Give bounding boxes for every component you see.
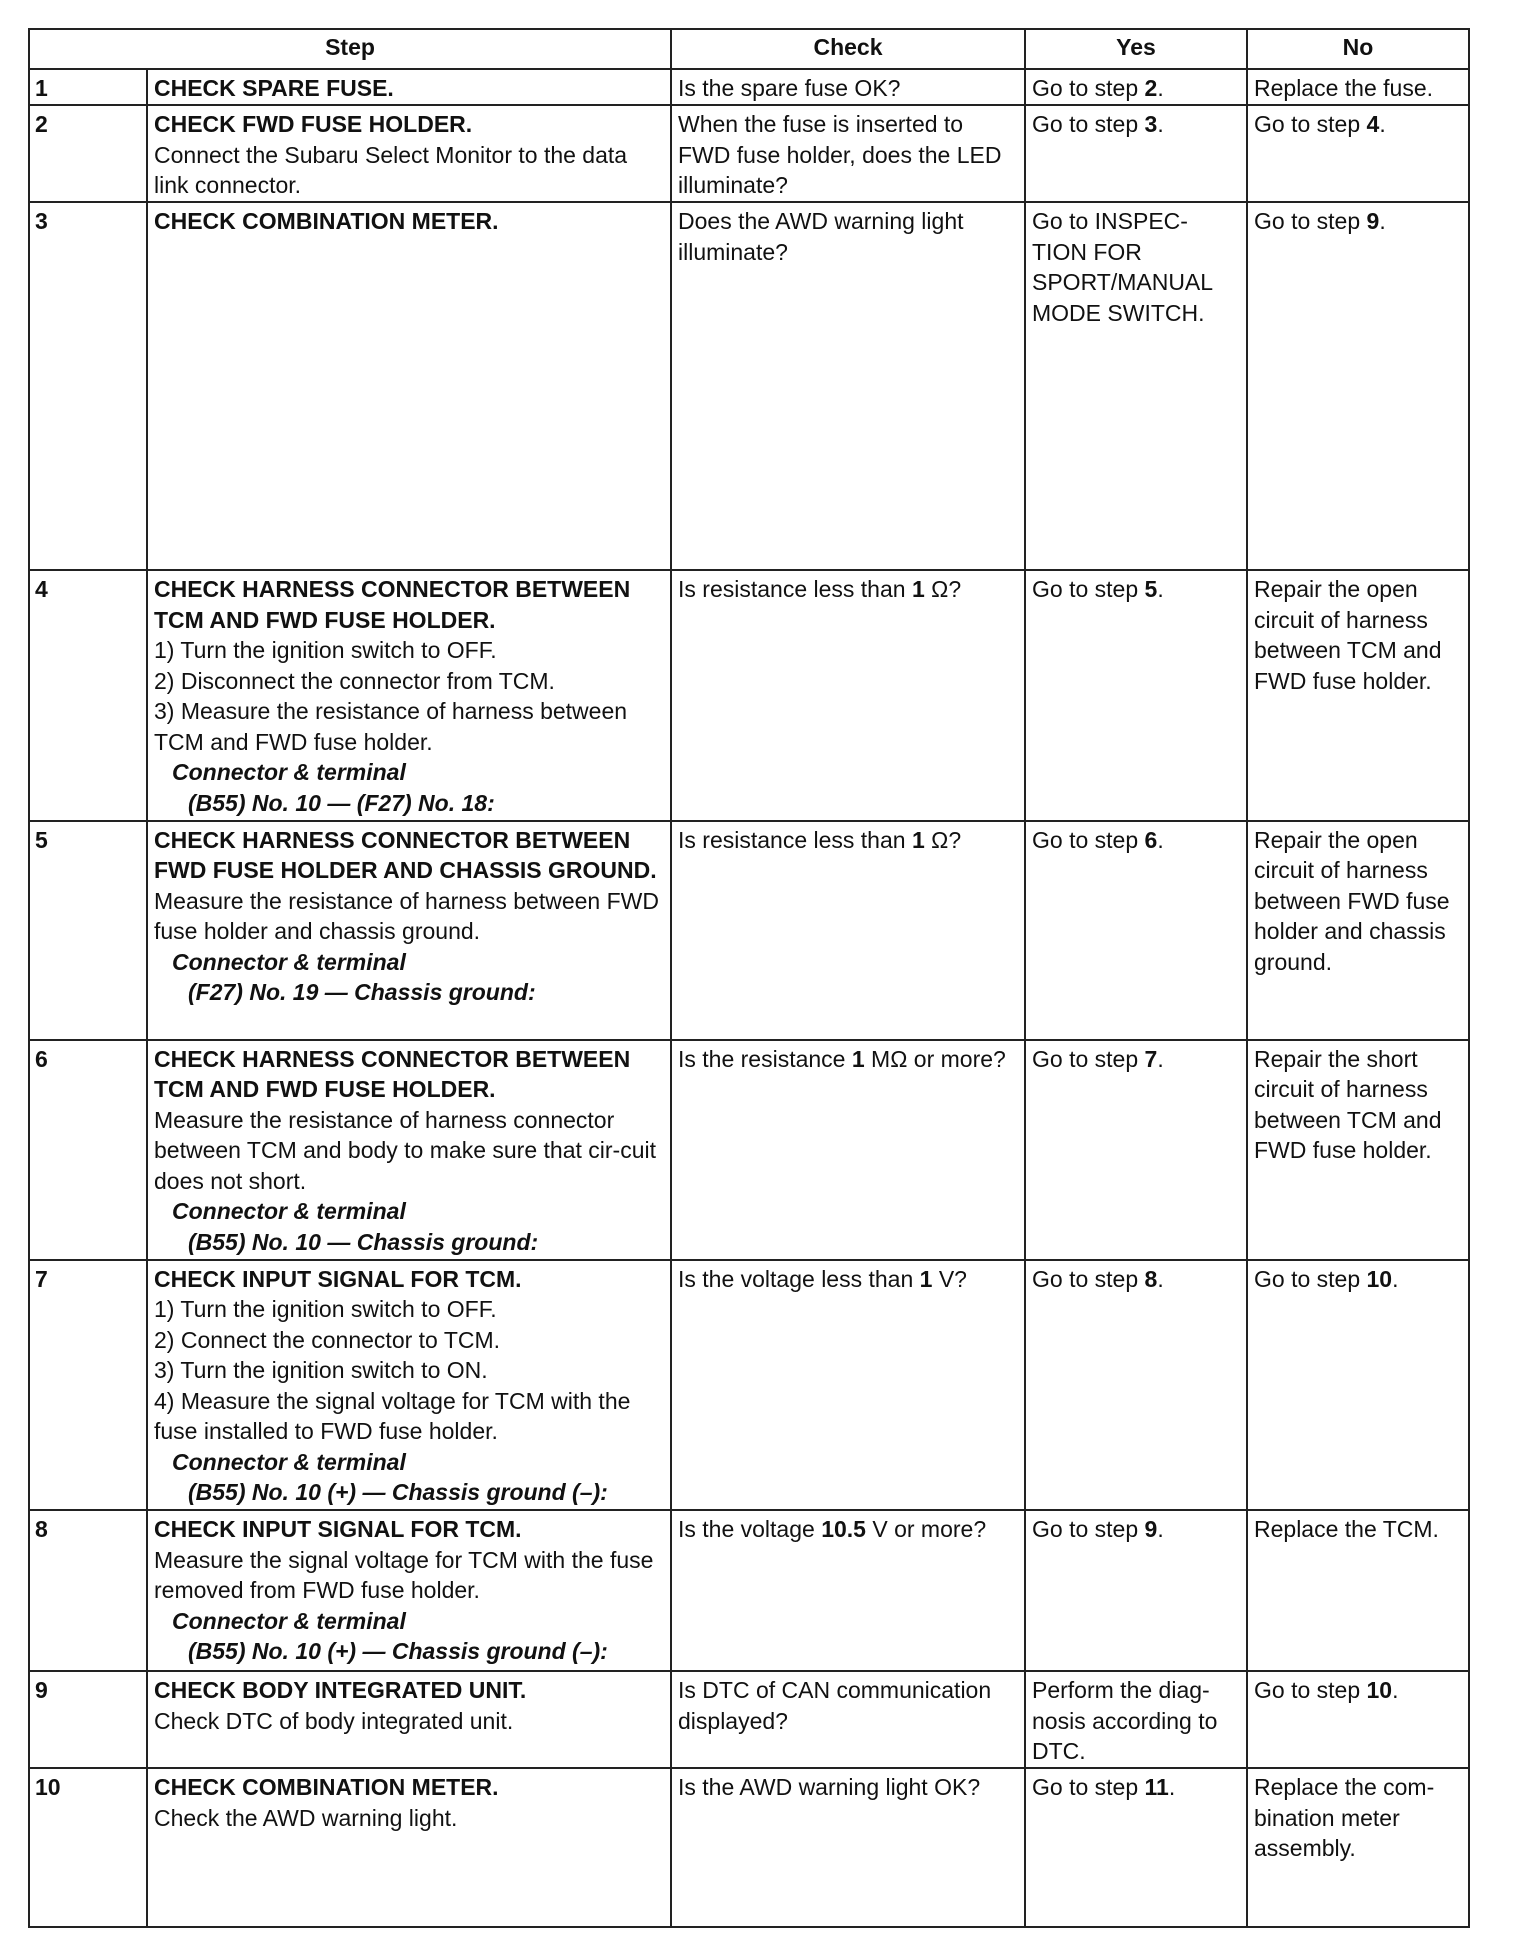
table-row bbox=[29, 1671, 1469, 1768]
check-question-post: V? bbox=[932, 1265, 967, 1292]
no-text: Replace the com-bination meter assembly. bbox=[1254, 1774, 1435, 1862]
step-description: 1) Turn the ignition switch to OFF. 2) Disconnect the connector from TCM. 3) Measure the resistance of harness between TCM and FWD fuse holder. bbox=[154, 637, 628, 755]
check-cell bbox=[671, 69, 1025, 105]
no-text: Go to step bbox=[1254, 1677, 1367, 1704]
check-question: Is DTC of CAN communication displayed? bbox=[678, 1677, 992, 1734]
step-title: CHECK COMBINATION METER. bbox=[154, 208, 499, 235]
step-title: CHECK INPUT SIGNAL FOR TCM. bbox=[154, 1516, 522, 1543]
step-title: CHECK HARNESS CONNECTOR BETWEEN FWD FUSE HOLDER AND CHASSIS GROUND. bbox=[154, 826, 657, 884]
check-question-pre: Is the voltage bbox=[678, 1516, 822, 1543]
check-question-value: 1 bbox=[919, 1265, 933, 1292]
step-cell bbox=[147, 821, 671, 1040]
check-cell bbox=[671, 202, 1025, 570]
yes-text: Go to step bbox=[1032, 826, 1145, 853]
no-text: Repair the short circuit of harness between TCM and FWD fuse holder. bbox=[1254, 1045, 1442, 1164]
step-title: CHECK BODY INTEGRATED UNIT. bbox=[154, 1677, 527, 1704]
step-cell bbox=[147, 570, 671, 820]
step-title: CHECK SPARE FUSE. bbox=[154, 75, 394, 101]
yes-step-number: 11 bbox=[1144, 1774, 1169, 1801]
step-cell bbox=[147, 1260, 671, 1510]
step-number: 5 bbox=[29, 821, 147, 1040]
connector-terminal-value: (B55) No. 10 (+) — Chassis ground (–): bbox=[188, 1638, 608, 1665]
check-question-value: 1 bbox=[911, 576, 925, 603]
yes-cell bbox=[1025, 1040, 1247, 1260]
step-description: Check DTC of body integrated unit. bbox=[154, 1707, 514, 1734]
step-cell bbox=[147, 1768, 671, 1927]
no-cell bbox=[1247, 105, 1469, 202]
header-row bbox=[29, 29, 1469, 69]
yes-text: Go to step bbox=[1032, 1774, 1145, 1801]
step-description: Connect the Subaru Select Monitor to the data link connector. bbox=[154, 141, 628, 199]
yes-cell bbox=[1025, 1671, 1247, 1768]
table-row bbox=[29, 105, 1469, 202]
no-cell bbox=[1247, 1040, 1469, 1260]
no-cell bbox=[1247, 1671, 1469, 1768]
check-question-post: Ω? bbox=[924, 826, 962, 853]
table-row bbox=[29, 1510, 1469, 1671]
table-row bbox=[29, 69, 1469, 105]
step-cell bbox=[147, 1510, 671, 1671]
yes-step-number: 2 bbox=[1144, 75, 1158, 101]
connector-terminal-label: Connector & terminal bbox=[172, 1448, 406, 1475]
check-question: Is the AWD warning light OK? bbox=[678, 1774, 981, 1801]
yes-cell bbox=[1025, 202, 1247, 570]
yes-step-number: 8 bbox=[1144, 1265, 1158, 1292]
step-description: 1) Turn the ignition switch to OFF. 2) Connect the connector to TCM. 3) Turn the ignition switch to ON. 4) Measure the signal voltage for TCM with the fuse installed to FWD fuse holder. bbox=[154, 1296, 631, 1445]
step-title: CHECK HARNESS CONNECTOR BETWEEN TCM AND FWD FUSE HOLDER. bbox=[154, 576, 631, 633]
check-cell bbox=[671, 570, 1025, 820]
yes-text: Perform the diag-nosis according to DTC. bbox=[1032, 1677, 1218, 1765]
step-description: Measure the resistance of harness between FWD fuse holder and chassis ground. bbox=[154, 887, 659, 945]
step-number: 7 bbox=[29, 1260, 147, 1510]
step-title: CHECK HARNESS CONNECTOR BETWEEN TCM AND FWD FUSE HOLDER. bbox=[154, 1045, 631, 1103]
yes-text: Go to step bbox=[1032, 111, 1145, 138]
yes-step-number: 5 bbox=[1144, 576, 1158, 603]
no-cell bbox=[1247, 1510, 1469, 1671]
connector-terminal-label: Connector & terminal bbox=[172, 1607, 406, 1634]
check-question-pre: Is resistance less than bbox=[678, 576, 912, 603]
step-description: Measure the resistance of harness connector between TCM and body to make sure that cir-cuit does not short. bbox=[154, 1106, 656, 1194]
table-row bbox=[29, 1768, 1469, 1927]
step-title: CHECK INPUT SIGNAL FOR TCM. bbox=[154, 1265, 522, 1292]
no-step-number: 10 bbox=[1366, 1677, 1393, 1704]
no-step-number: 9 bbox=[1366, 208, 1380, 235]
step-number: 2 bbox=[29, 105, 147, 202]
no-text-end: . bbox=[1379, 111, 1386, 138]
connector-terminal-value: (F27) No. 19 — Chassis ground: bbox=[188, 979, 536, 1006]
no-step-number: 10 bbox=[1366, 1265, 1393, 1292]
check-question-pre: Is the voltage less than bbox=[678, 1265, 920, 1292]
check-question-value: 1 bbox=[911, 826, 925, 853]
yes-cell bbox=[1025, 570, 1247, 820]
yes-cell bbox=[1025, 105, 1247, 202]
yes-text-end: . bbox=[1157, 1265, 1164, 1292]
no-text: Repair the open circuit of harness between FWD fuse holder and chassis ground. bbox=[1254, 826, 1450, 975]
step-cell bbox=[147, 202, 671, 570]
step-cell bbox=[147, 1671, 671, 1768]
no-cell bbox=[1247, 1768, 1469, 1927]
check-question-pre: Is the resistance bbox=[678, 1045, 852, 1072]
step-cell bbox=[147, 69, 671, 105]
step-number: 4 bbox=[29, 570, 147, 820]
header-yes: Yes bbox=[1025, 29, 1247, 69]
connector-terminal-label: Connector & terminal bbox=[172, 948, 406, 975]
check-question-post: V or more? bbox=[865, 1516, 987, 1543]
no-text: Go to step bbox=[1254, 1265, 1367, 1292]
yes-text-end: . bbox=[1168, 1774, 1176, 1801]
step-title: CHECK FWD FUSE HOLDER. bbox=[154, 111, 473, 138]
check-cell bbox=[671, 1260, 1025, 1510]
check-cell bbox=[671, 1510, 1025, 1671]
yes-text: Go to step bbox=[1032, 576, 1145, 603]
yes-step-number: 7 bbox=[1144, 1045, 1158, 1072]
no-text-end: . bbox=[1392, 1677, 1399, 1704]
table-row bbox=[29, 1040, 1469, 1260]
yes-cell bbox=[1025, 1260, 1247, 1510]
check-cell bbox=[671, 105, 1025, 202]
yes-step-number: 6 bbox=[1144, 826, 1158, 853]
no-text-end: . bbox=[1392, 1265, 1399, 1292]
yes-text: Go to step bbox=[1032, 75, 1145, 101]
yes-text: Go to step bbox=[1032, 1516, 1145, 1543]
step-cell bbox=[147, 105, 671, 202]
no-text: Replace the TCM. bbox=[1254, 1516, 1439, 1543]
no-cell bbox=[1247, 821, 1469, 1040]
yes-step-number: 3 bbox=[1144, 111, 1158, 138]
connector-terminal-value: (B55) No. 10 (+) — Chassis ground (–): bbox=[188, 1479, 608, 1506]
step-title: CHECK COMBINATION METER. bbox=[154, 1774, 499, 1801]
no-text: Go to step bbox=[1254, 111, 1367, 138]
yes-text: Go to step bbox=[1032, 1265, 1145, 1292]
check-question: Is the spare fuse OK? bbox=[678, 75, 901, 101]
no-step-number: 4 bbox=[1366, 111, 1380, 138]
check-cell bbox=[671, 1768, 1025, 1927]
check-question-post: Ω? bbox=[924, 576, 962, 603]
yes-text-end: . bbox=[1157, 111, 1164, 138]
check-question-value: 1 bbox=[851, 1045, 865, 1072]
connector-terminal-value: (B55) No. 10 — Chassis ground: bbox=[188, 1228, 539, 1255]
yes-text-end: . bbox=[1157, 75, 1164, 101]
yes-cell bbox=[1025, 821, 1247, 1040]
step-number: 6 bbox=[29, 1040, 147, 1260]
table-row bbox=[29, 202, 1469, 570]
check-question-value: 10.5 bbox=[821, 1516, 866, 1543]
step-description: Measure the signal voltage for TCM with the fuse removed from FWD fuse holder. bbox=[154, 1546, 654, 1604]
table-row bbox=[29, 821, 1469, 1040]
yes-cell bbox=[1025, 69, 1247, 105]
connector-terminal-label: Connector & terminal bbox=[172, 759, 406, 786]
connector-terminal-label: Connector & terminal bbox=[172, 1198, 406, 1225]
no-cell bbox=[1247, 202, 1469, 570]
table-row bbox=[29, 570, 1469, 820]
check-question: Does the AWD warning light illuminate? bbox=[678, 208, 964, 265]
step-number: 1 bbox=[29, 69, 147, 105]
step-cell bbox=[147, 1040, 671, 1260]
check-question-pre: Is resistance less than bbox=[678, 826, 912, 853]
yes-text: Go to INSPEC-TION FOR SPORT/MANUAL MODE SWITCH. bbox=[1032, 208, 1213, 326]
header-check: Check bbox=[671, 29, 1025, 69]
header-step: Step bbox=[29, 29, 671, 69]
no-cell bbox=[1247, 570, 1469, 820]
no-text: Replace the fuse. bbox=[1254, 75, 1434, 101]
check-question-post: MΩ or more? bbox=[864, 1045, 1006, 1072]
check-cell bbox=[671, 1040, 1025, 1260]
no-text: Go to step bbox=[1254, 208, 1367, 235]
no-cell bbox=[1247, 69, 1469, 105]
yes-step-number: 9 bbox=[1144, 1516, 1158, 1543]
yes-text-end: . bbox=[1157, 1045, 1164, 1072]
step-number: 3 bbox=[29, 202, 147, 570]
header-no: No bbox=[1247, 29, 1469, 69]
no-text: Repair the open circuit of harness between TCM and FWD fuse holder. bbox=[1254, 576, 1442, 694]
step-number: 10 bbox=[29, 1768, 147, 1927]
check-cell bbox=[671, 821, 1025, 1040]
yes-cell bbox=[1025, 1510, 1247, 1671]
step-number: 9 bbox=[29, 1671, 147, 1768]
table-row bbox=[29, 1260, 1469, 1510]
no-text-end: . bbox=[1379, 208, 1386, 235]
yes-text-end: . bbox=[1157, 1516, 1164, 1543]
diagnostic-table bbox=[28, 28, 1470, 1928]
step-number: 8 bbox=[29, 1510, 147, 1671]
yes-text-end: . bbox=[1157, 826, 1164, 853]
check-cell bbox=[671, 1671, 1025, 1768]
connector-terminal-value: (B55) No. 10 — (F27) No. 18: bbox=[188, 789, 495, 816]
no-cell bbox=[1247, 1260, 1469, 1510]
yes-text-end: . bbox=[1157, 576, 1164, 603]
step-description: Check the AWD warning light. bbox=[154, 1804, 458, 1831]
yes-text: Go to step bbox=[1032, 1045, 1145, 1072]
check-question: When the fuse is inserted to FWD fuse holder, does the LED illuminate? bbox=[678, 111, 1002, 199]
yes-cell bbox=[1025, 1768, 1247, 1927]
